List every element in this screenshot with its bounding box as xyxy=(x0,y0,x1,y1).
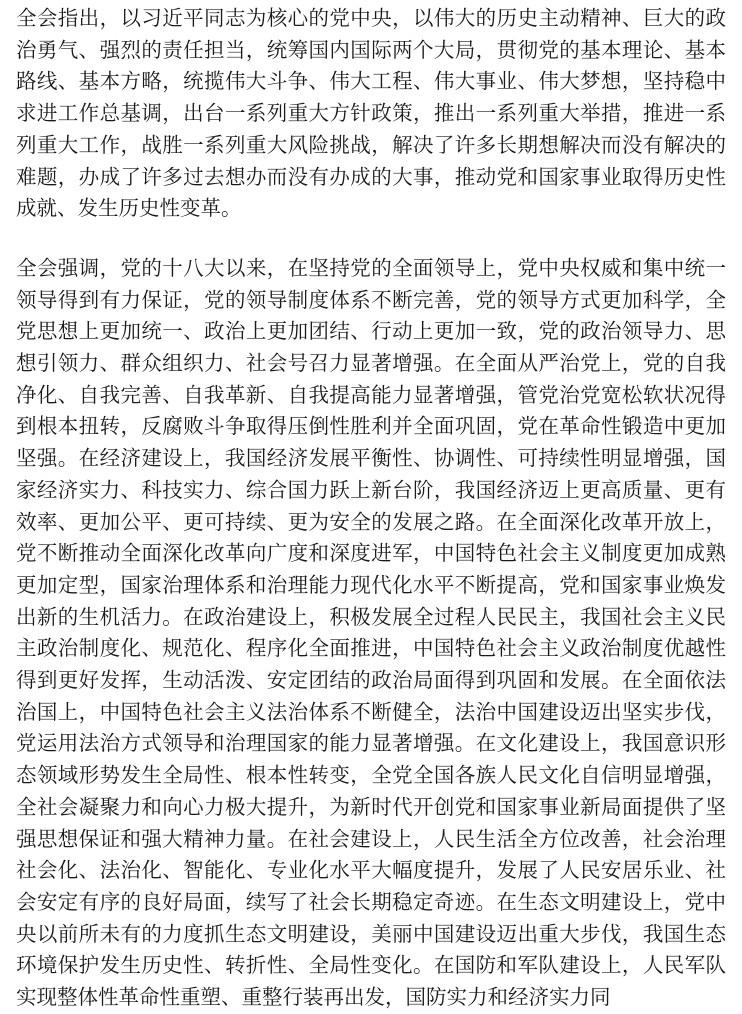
paragraph-2: 全会强调，党的十八大以来，在坚持党的全面领导上，党中央权威和集中统一领导得到有力保证，党的领导制度体系不断完善，党的领导方式更加科学，全党思想上更加统一、政治上更加团结、行动上更加一致，党的政治领导力、思想引领力、群众组织力、社会号召力显著增强。在全面从严治党上，党的自我净化、自我完善、自我革新、自我提高能力显著增强，管党治党宽松软状况得到根本扭转，反腐败斗争取得压倒性胜利并全面巩固，党在革命性锻造中更加坚强。在经济建设上，我国经济发展平衡性、协调性、可持续性明显增强，国家经济实力、科技实力、综合国力跃上新台阶，我国经济迈上更高质量、更有效率、更加公平、更可持续、更为安全的发展之路。在全面深化改革开放上，党不断推动全面深化改革向广度和深度进军，中国特色社会主义制度更加成熟更加定型，国家治理体系和治理能力现代化水平不断提高，党和国家事业焕发出新的生机活力。在政治建设上，积极发展全过程人民民主，我国社会主义民主政治制度化、规范化、程序化全面推进，中国特色社会主义政治制度优越性得到更好发挥，生动活泼、安定团结的政治局面得到巩固和发展。在全面依法治国上，中国特色社会主义法治体系不断健全，法治中国建设迈出坚实步伐，党运用法治方式领导和治理国家的能力显著增强。在文化建设上，我国意识形态领域形势发生全局性、根本性转变，全党全国各族人民文化自信明显增强，全社会凝聚力和向心力极大提升，为新时代开创党和国家事业新局面提供了坚强思想保证和强大精神力量。在社会建设上，人民生活全方位改善，社会治理社会化、法治化、智能化、专业化水平大幅度提升，发展了人民安居乐业、社会安定有序的良好局面，续写了社会长期稳定奇迹。在生态文明建设上，党中央以前所未有的力度抓生态文明建设，美丽中国建设迈出重大步伐，我国生态环境保护发生历史性、转折性、全局性变化。在国防和军队建设上，人民军队实现整体性革命性重塑、重整行装再出发，国防实力和经济实力同 xyxy=(16,255,726,1010)
article-body xyxy=(16,0,726,1014)
paragraph-1: 全会指出，以习近平同志为核心的党中央，以伟大的历史主动精神、巨大的政治勇气、强烈的责任担当，统筹国内国际两个大局，贯彻党的基本理论、基本路线、基本方略，统揽伟大斗争、伟大工程、伟大事业、伟大梦想，坚持稳中求进工作总基调，出台一系列重大方针政策，推出一系列重大举措，推进一系列重大工作，战胜一系列重大风险挑战，解决了许多长期想解决而没有解决的难题，办成了许多过去想办而没有办成的大事，推动党和国家事业取得历史性成就、发生历史性变革。 xyxy=(16,6,726,221)
